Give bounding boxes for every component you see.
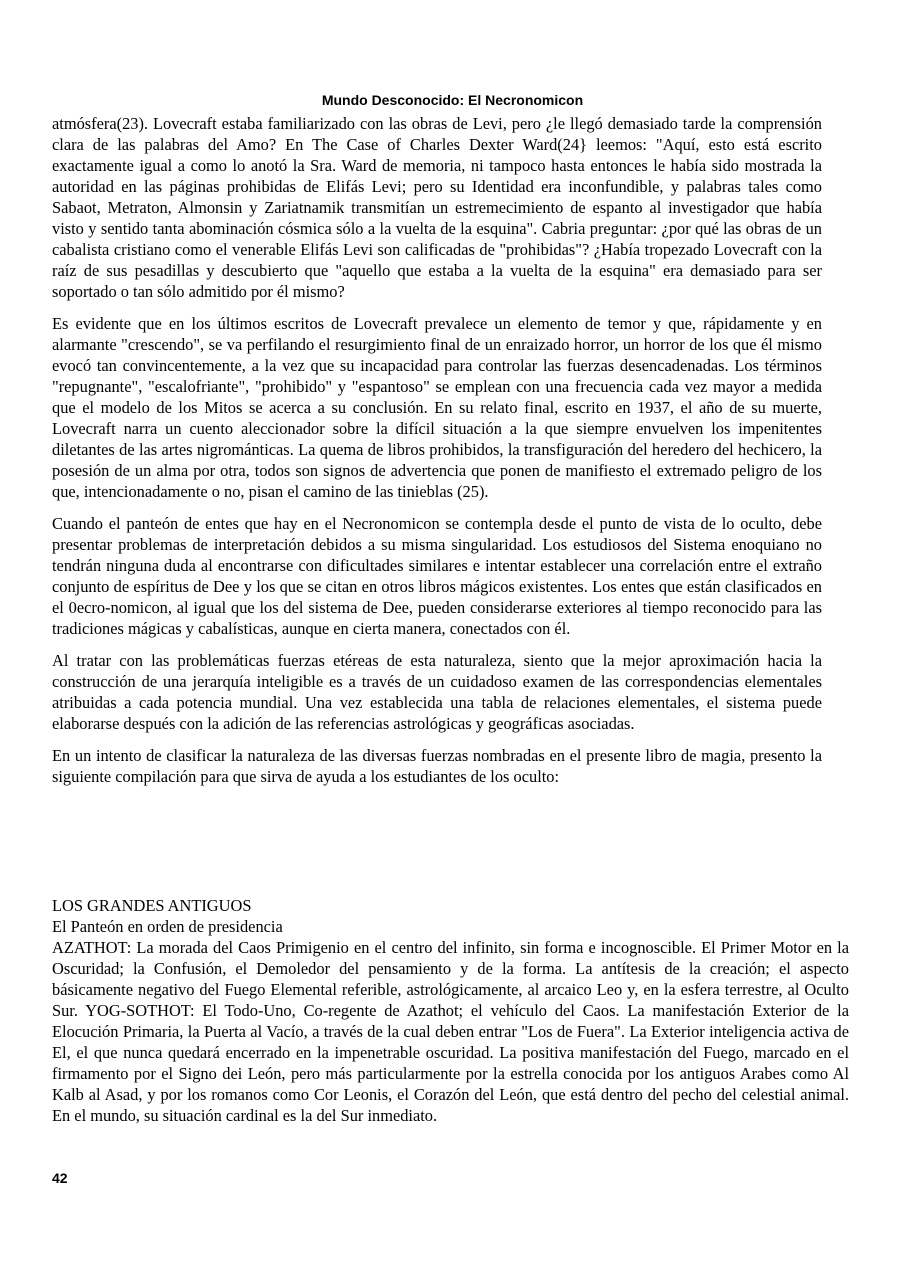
section-subheading: El Panteón en orden de presidencia (52, 917, 283, 936)
paragraph: Al tratar con las problemáticas fuerzas etéreas de esta naturaleza, siento que la mejor aproximación hacia la construcción de una jerarquía inteligible es a través de un cuidadoso examen de las correspondencias elementales atribuidas a cada potencia mundial. Una vez establecida una tabla de relaciones elementales, el sistema puede elaborarse después con la adición de las referencias astrológicas y geográficas asociadas. (52, 651, 822, 733)
pantheon-section (52, 895, 849, 1126)
paragraph: En un intento de clasificar la naturaleza de las diversas fuerzas nombradas en el presente libro de magia, presento la siguiente compilación para que sirva de ayuda a los estudiantes de los oculto: (52, 746, 822, 786)
running-header: Mundo Desconocido: El Necronomicon (321, 92, 584, 108)
section-heading: LOS GRANDES ANTIGUOS (52, 896, 252, 915)
section-body: AZATHOT: La morada del Caos Primigenio en el centro del infinito, sin forma e incognoscible. El Primer Motor en la Oscuridad; la Confusión, el Demoledor del pensamiento y de la forma. La antítesis de la creación; el aspecto básicamente negativo del Fuego Elemental referible, astrológicamente, al arcaico Leo y, en la esfera terrestre, al Oculto Sur. YOG-SOTHOT: El Todo-Uno, Co-regente de Azathot; el vehículo del Caos. La manifestación Exterior de la Elocución Primaria, la Puerta al Vacío, a través de la cual deben entrar "Los de Fuera". La Exterior inteligencia activa de El, el que nunca quedará encerrado en la impenetrable oscuridad. La positiva manifestación del Fuego, marcado en el firmamento por el Signo dei León, pero más particularmente por la estrella conocida por los antiguos Arabes como Al Kalb al Asad, y por los romanos como Cor Leonis, el Corazón del León, que está dentro del pecho del celestial animal. En el mundo, su situación cardinal es la del Sur inmediato. (52, 938, 849, 1125)
paragraph: atmósfera(23). Lovecraft estaba familiarizado con las obras de Levi, pero ¿le llegó demasiado tarde la comprensión clara de las palabras del Amo? En The Case of Charles Dexter Ward(24} leemos: "Aquí, esto está escrito exactamente igual a como lo anotó la Sra. Ward de memoria, ni tampoco hasta entonces le había sido mostrada la autoridad en las páginas prohibidas de Elifás Levi; pero su Identidad era inconfundible, y palabras tales como Sabaot, Metraton, Almonsin y Zariatnamik transmitían un estremecimiento de espanto al investigador que había visto y sentido tanta abominación cósmica sólo a la vuelta de la esquina". Cabria preguntar: ¿por qué las obras de un cabalista cristiano como el venerable Elifás Levi son calificadas de "prohibidas"? ¿Había tropezado Lovecraft con la raíz de sus pesadillas y descubierto que "aquello que estaba a la vuelta de la esquina" era demasiado para ser soportado o tan sólo admitido por él mismo? (52, 114, 822, 301)
paragraph: Cuando el panteón de entes que hay en el Necronomicon se contempla desde el punto de vista de lo oculto, debe presentar problemas de interpretación debidos a su misma singularidad. Los estudiosos del Sistema enoquiano no tendrán ninguna duda al encontrarse con dificultades similares e intentar establecer una correlación entre el extraño conjunto de espíritus de Dee y los que se citan en otros libros mágicos existentes. Los entes que están clasificados en el 0ecro-nomicon, al igual que los del sistema de Dee, pueden considerarse exteriores al tiempo reconocido para las tradiciones mágicas y cabalísticas, aunque en cierta manera, conectados con él. (52, 514, 822, 638)
page-number: 42 (52, 1170, 68, 1186)
body-text (52, 113, 822, 798)
paragraph: Es evidente que en los últimos escritos de Lovecraft prevalece un elemento de temor y que, rápidamente y en alarmante "crescendo", se va perfilando el resurgimiento final de un enraizado horror, un horror de los que él mismo evocó tan convincentemente, a la vez que su incapacidad para controlar las fuerzas desencadenadas. Los términos "repugnante", "escalofriante", "prohibido" y "espantoso" se emplean con una frecuencia cada vez mayor a medida que el modelo de los Mitos se acerca a su conclusión. En su relato final, escrito en 1937, el año de su muerte, Lovecraft narra un cuento aleccionador sobre la difícil situación a la que siempre envuelven los impenitentes diletantes de las artes nigrománticas. La quema de libros prohibidos, la transfiguración del heredero del hechicero, la posesión de un alma por otra, todos son signos de advertencia que ponen de manifiesto el extremado peligro de los que, intencionadamente o no, pisan el camino de las tinieblas (25). (52, 314, 822, 501)
